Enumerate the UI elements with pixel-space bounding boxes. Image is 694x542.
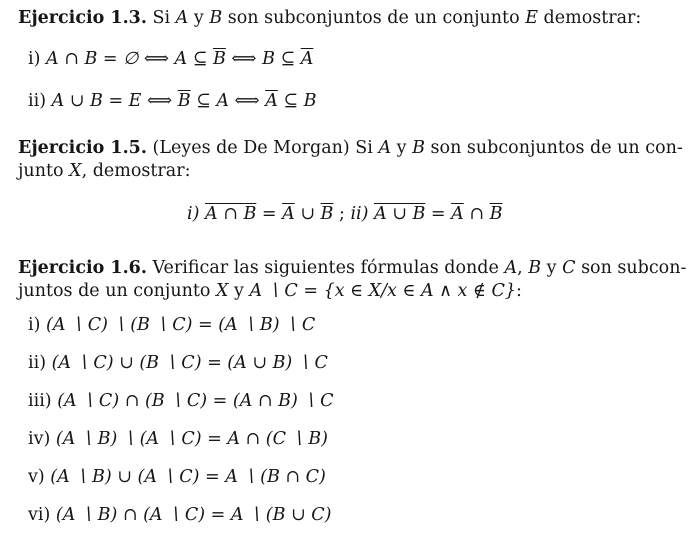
ex15-f-i-eq: = (256, 204, 283, 224)
ex13-title: Ejercicio 1.3. (18, 8, 147, 28)
ex16-text-y: y (541, 258, 563, 278)
ex16-var-x: X (216, 281, 229, 301)
ex13-text-y: y (188, 8, 210, 28)
ex15-f-ii-eq: = (425, 204, 452, 224)
ex15-f-ii-label: ii) (350, 204, 369, 224)
ex13-item-i-formula-b: $\overline{B}$ (212, 49, 226, 69)
ex13-item-ii-formula-b: $\overline{B}$ (177, 91, 191, 111)
ex16-var-c: C (562, 258, 576, 278)
ex15-f-i-over: A ∩ B (205, 204, 257, 224)
ex15-var-a: A (378, 138, 392, 158)
ex16-line2-formula: A ∖ C = {x ∈ X/x ∈ A ∧ x ∉ C} (249, 281, 517, 301)
ex13-item-i (28, 48, 313, 70)
ex13-item-i-formula-c: ⟺ B ⊆ (225, 49, 301, 69)
ex16-item-formula: (A ∖ C) ∖ (B ∖ C) = (A ∖ B) ∖ C (46, 315, 316, 335)
ex16-item-vi (28, 504, 331, 526)
ex13-statement (18, 7, 641, 29)
ex16-line2-y: y (228, 281, 250, 301)
ex15-statement-line1 (18, 137, 683, 159)
ex13-item-ii-label: ii) (28, 91, 47, 111)
ex13-item-ii-formula-a: A ∪ B = E ⟺ (51, 91, 178, 111)
ex15-f-i-a: $\overline{A}$ (282, 204, 295, 224)
ex15-var-b: B (412, 138, 425, 158)
ex15-title: Ejercicio 1.5. (18, 138, 147, 158)
ex16-item-label: iv) (28, 429, 51, 449)
ex15-f-i-label: i) (187, 204, 200, 224)
ex16-var-b: B (528, 258, 542, 278)
ex15-f-i-cup: ∪ (294, 204, 321, 224)
ex15-line2-a: junto (18, 161, 70, 181)
ex16-item-i (28, 314, 315, 336)
ex15-f-ii-a: $\overline{A}$ (451, 204, 464, 224)
ex16-statement-line1 (18, 257, 686, 279)
ex15-text-1: (Leyes de De Morgan) Si (152, 138, 379, 158)
ex13-var-a: A (175, 8, 189, 28)
ex16-item-iv (28, 428, 328, 450)
ex13-item-i-formula-a: A ∩ B = ∅ ⟺ A ⊆ (46, 49, 213, 69)
ex16-statement-line2 (18, 280, 522, 302)
ex16-item-label: i) (28, 315, 41, 335)
ex16-line2-a: juntos de un conjunto (18, 281, 217, 301)
ex16-item-label: iii) (28, 391, 52, 411)
ex13-item-ii-formula-d: $\overline{A}$ (265, 91, 278, 111)
ex15-f-i-b: $\overline{B}$ (320, 204, 334, 224)
ex13-item-ii-formula-e: ⊆ B (277, 91, 317, 111)
ex16-item-label: ii) (28, 353, 47, 373)
ex13-item-i-formula-d: $\overline{A}$ (300, 49, 314, 69)
ex16-line2-end: : (516, 281, 522, 301)
ex16-item-ii (28, 352, 328, 374)
ex16-item-formula: (A ∖ C) ∪ (B ∖ C) = (A ∪ B) ∖ C (51, 353, 328, 373)
ex13-text-c: demostrar: (537, 8, 642, 28)
ex16-item-formula: (A ∖ B) ∩ (A ∖ C) = A ∖ (B ∪ C) (55, 505, 332, 525)
ex15-statement-line2 (18, 160, 190, 182)
ex16-item-formula: (A ∖ C) ∩ (B ∖ C) = (A ∩ B) ∖ C (57, 391, 334, 411)
ex16-item-iii (28, 390, 334, 412)
ex15-f-ii-over: A ∪ B (374, 204, 426, 224)
ex15-text-y: y (391, 138, 413, 158)
ex16-item-label: vi) (28, 505, 51, 525)
ex13-var-e: E (525, 8, 538, 28)
ex15-f-ii-cap: ∩ (463, 204, 490, 224)
ex16-item-v (28, 466, 326, 488)
ex16-text-1: Verificar las siguientes fórmulas donde (152, 258, 505, 278)
ex13-var-b: B (209, 8, 223, 28)
ex13-item-ii (28, 90, 317, 112)
ex13-text-b: son subconjuntos de un conjunto (222, 8, 526, 28)
ex15-line2-b: , demostrar: (81, 161, 191, 181)
ex15-var-x: X (69, 161, 82, 181)
ex15-f-ii-b: $\overline{B}$ (489, 204, 503, 224)
ex15-formulas (187, 203, 502, 225)
ex15-f-sep: ; (333, 204, 351, 224)
ex16-item-formula: (A ∖ B) ∖ (A ∖ C) = A ∩ (C ∖ B) (55, 429, 328, 449)
ex16-comma: , (517, 258, 529, 278)
ex13-item-ii-formula-c: ⊆ A ⟺ (190, 91, 266, 111)
ex13-text-a: Si (152, 8, 176, 28)
ex16-title: Ejercicio 1.6. (18, 258, 147, 278)
ex16-var-a: A (504, 258, 518, 278)
ex16-item-label: v) (28, 467, 45, 487)
ex16-text-2: son subcon- (575, 258, 687, 278)
ex15-text-2: son subconjuntos de un con- (424, 138, 683, 158)
ex16-item-formula: (A ∖ B) ∪ (A ∖ C) = A ∖ (B ∩ C) (50, 467, 326, 487)
ex13-item-i-label: i) (28, 49, 41, 69)
